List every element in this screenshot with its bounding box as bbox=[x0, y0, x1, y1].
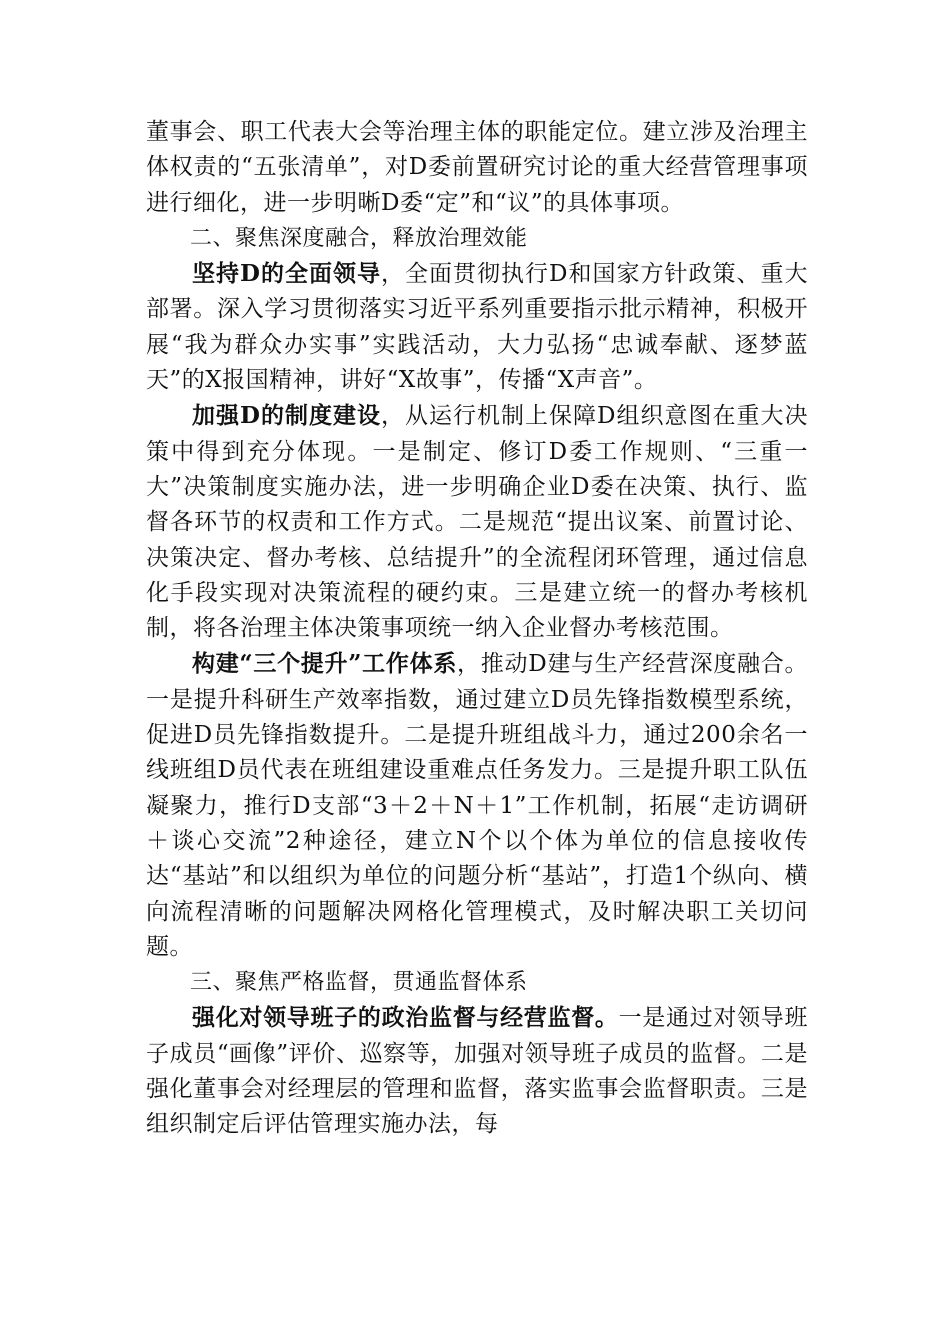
paragraph-text: ，推动D建与生产经营深度融合。一是提升科研生产效率指数，通过建立D员先锋指数模型系统，促进D员先锋指数提升。二是提升班组战斗力，通过200余名一线班组D员代表在班组建设重难点任务发力。三是提升职工队伍凝聚力，推行D支部“3＋2＋N＋1”工作机制，拓展“走访调研＋谈心交流”2种途径，建立N个以个体为单位的信息接收传达“基站”和以组织为单位的问题分析“基站”，打造1个纵向、横向流程清晰的问题解决网格化管理模式，及时解决职工关切问题。 bbox=[146, 651, 808, 960]
section-heading-text: 二、聚焦深度融合，释放治理效能 bbox=[190, 225, 528, 251]
paragraph-text: 董事会、职工代表大会等治理主体的职能定位。建立涉及治理主体权责的“五张清单”，对D委前置研究讨论的重大经营管理事项进行细化，进一步明晰D委“定”和“议”的具体事项。 bbox=[146, 119, 808, 216]
paragraph-party-leadership bbox=[146, 256, 808, 398]
paragraph-lead: 坚持D的全面领导 bbox=[192, 260, 381, 288]
document-body bbox=[146, 115, 808, 1143]
paragraph-institution-building bbox=[146, 398, 808, 646]
paragraph-lead: 强化对领导班子的政治监督与经营监督。 bbox=[192, 1004, 619, 1032]
paragraph-three-improvements bbox=[146, 646, 808, 965]
paragraph-lead: 构建“三个提升”工作体系 bbox=[192, 650, 458, 678]
paragraph-text: 一是通过对领导班子成员“画像”评价、巡察等，加强对领导班子成员的监督。二是强化董事会对经理层的管理和监督，落实监事会监督职责。三是组织制定后评估管理实施办法，每 bbox=[146, 1005, 809, 1138]
paragraph-supervision bbox=[146, 1000, 808, 1142]
section-heading-2 bbox=[146, 221, 808, 256]
section-heading-3 bbox=[146, 965, 808, 1000]
paragraph-lead: 加强D的制度建设 bbox=[192, 402, 381, 430]
paragraph-continuation bbox=[146, 115, 808, 221]
paragraph-text: ，全面贯彻执行D和国家方针政策、重大部署。深入学习贯彻落实习近平系列重要指示批示精神，积极开展“我为群众办实事”实践活动，大力弘扬“忠诚奉献、逐梦蓝天”的X报国精神，讲好“X故事”，传播“X声音”。 bbox=[146, 261, 808, 394]
section-heading-text: 三、聚焦严格监督，贯通监督体系 bbox=[190, 970, 528, 996]
paragraph-text: ，从运行机制上保障D组织意图在重大决策中得到充分体现。一是制定、修订D委工作规则、“三重一大”决策制度实施办法，进一步明确企业D委在决策、执行、监督各环节的权责和工作方式。二是规范“提出议案、前置讨论、决策决定、督办考核、总结提升”的全流程闭环管理，通过信息化手段实现对决策流程的硬约束。三是建立统一的督办考核机制，将各治理主体决策事项统一纳入企业督办考核范围。 bbox=[146, 403, 808, 642]
